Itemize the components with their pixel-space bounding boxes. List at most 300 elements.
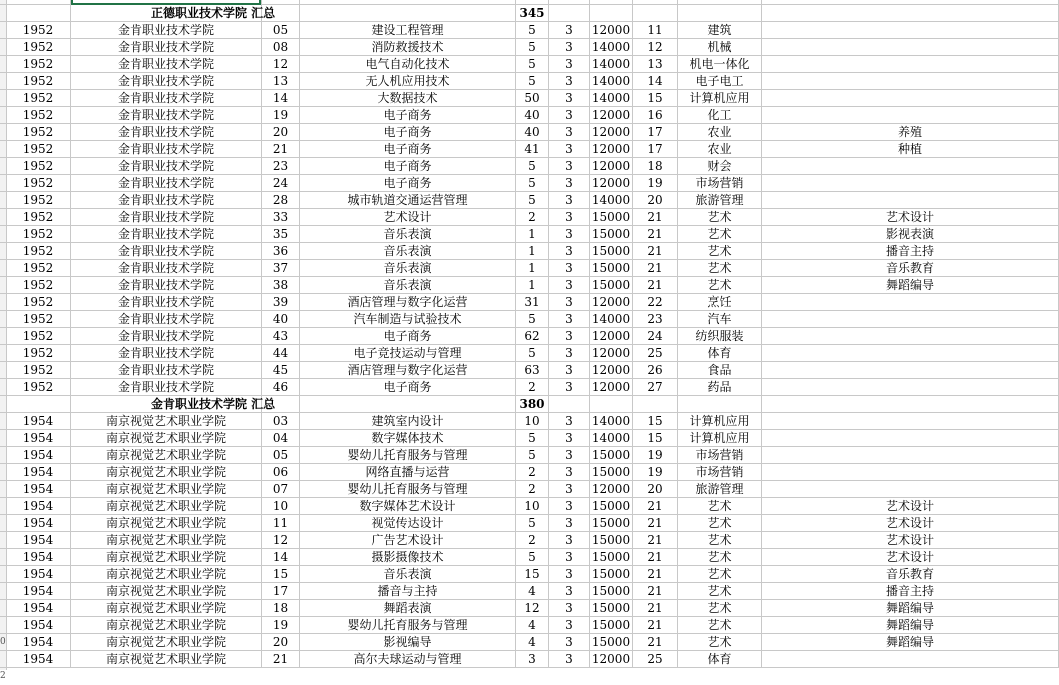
category-code-cell[interactable]: 22 <box>633 294 678 310</box>
school-cell[interactable]: 金肯职业技术学院 <box>71 345 262 361</box>
tuition-cell[interactable]: 15000 <box>590 600 633 616</box>
category-code-cell[interactable]: 21 <box>633 549 678 565</box>
school-cell[interactable]: 南京视觉艺术职业学院 <box>71 464 262 480</box>
duration-cell[interactable]: 3 <box>549 209 590 225</box>
tuition-cell[interactable]: 15000 <box>590 277 633 293</box>
school-cell[interactable]: 南京视觉艺术职业学院 <box>71 447 262 463</box>
category-cell[interactable]: 机械 <box>678 39 762 55</box>
tuition-cell[interactable]: 14000 <box>590 56 633 72</box>
plan-count-cell[interactable]: 5 <box>516 73 549 89</box>
major-name-cell[interactable]: 婴幼儿托育服务与管理 <box>300 617 516 633</box>
category-code-cell[interactable]: 21 <box>633 583 678 599</box>
school-cell[interactable]: 金肯职业技术学院 <box>71 73 262 89</box>
duration-cell[interactable]: 3 <box>549 515 590 531</box>
subcategory-cell[interactable]: 艺术设计 <box>762 209 1059 225</box>
tuition-cell[interactable]: 15000 <box>590 260 633 276</box>
major-name-cell[interactable]: 婴幼儿托育服务与管理 <box>300 447 516 463</box>
tuition-cell[interactable]: 14000 <box>590 39 633 55</box>
major-name-cell[interactable]: 酒店管理与数字化运营 <box>300 294 516 310</box>
category-code-cell[interactable]: 26 <box>633 362 678 378</box>
tuition-cell[interactable]: 14000 <box>590 413 633 429</box>
subcategory-cell[interactable] <box>762 90 1059 106</box>
major-name-cell[interactable]: 视觉传达设计 <box>300 515 516 531</box>
year-code-cell[interactable]: 1954 <box>6 430 71 446</box>
table-row[interactable] <box>0 39 1059 56</box>
school-cell[interactable]: 金肯职业技术学院 <box>71 311 262 327</box>
duration-cell[interactable]: 3 <box>549 464 590 480</box>
plan-count-cell[interactable]: 5 <box>516 56 549 72</box>
duration-cell[interactable]: 3 <box>549 447 590 463</box>
table-row[interactable] <box>0 158 1059 175</box>
category-code-cell[interactable]: 27 <box>633 379 678 395</box>
major-code-cell[interactable]: 20 <box>262 124 300 140</box>
table-row[interactable] <box>0 277 1059 294</box>
year-code-cell[interactable]: 1954 <box>6 600 71 616</box>
category-cell[interactable]: 化工 <box>678 107 762 123</box>
school-cell[interactable]: 金肯职业技术学院 <box>71 192 262 208</box>
duration-cell[interactable]: 3 <box>549 192 590 208</box>
tuition-cell[interactable]: 15000 <box>590 532 633 548</box>
category-cell[interactable]: 食品 <box>678 362 762 378</box>
category-code-cell[interactable]: 21 <box>633 243 678 259</box>
major-name-cell[interactable]: 电子商务 <box>300 141 516 157</box>
school-cell[interactable]: 南京视觉艺术职业学院 <box>71 634 262 650</box>
plan-count-cell[interactable]: 5 <box>516 39 549 55</box>
school-cell[interactable]: 金肯职业技术学院 <box>71 175 262 191</box>
subcategory-cell[interactable] <box>762 396 1059 412</box>
subcategory-cell[interactable] <box>762 158 1059 174</box>
category-code-cell[interactable]: 21 <box>633 260 678 276</box>
category-cell[interactable]: 艺术 <box>678 209 762 225</box>
tuition-cell[interactable]: 14000 <box>590 311 633 327</box>
table-row[interactable] <box>0 362 1059 379</box>
tuition-cell[interactable]: 12000 <box>590 175 633 191</box>
tuition-cell[interactable]: 15000 <box>590 498 633 514</box>
school-cell[interactable]: 金肯职业技术学院 <box>71 158 262 174</box>
major-code-cell[interactable]: 12 <box>262 56 300 72</box>
category-cell[interactable]: 计算机应用 <box>678 430 762 446</box>
major-name-cell[interactable]: 电气自动化技术 <box>300 56 516 72</box>
duration-cell[interactable] <box>549 5 590 21</box>
subcategory-cell[interactable]: 影视表演 <box>762 226 1059 242</box>
subcategory-cell[interactable]: 音乐教育 <box>762 260 1059 276</box>
year-code-cell[interactable]: 1952 <box>6 379 71 395</box>
year-code-cell[interactable]: 1954 <box>6 498 71 514</box>
summary-row[interactable] <box>0 396 1059 413</box>
major-name-cell[interactable]: 大数据技术 <box>300 90 516 106</box>
subcategory-cell[interactable]: 舞蹈编导 <box>762 617 1059 633</box>
major-name-cell[interactable]: 广告艺术设计 <box>300 532 516 548</box>
tuition-cell[interactable]: 14000 <box>590 430 633 446</box>
category-cell[interactable]: 体育 <box>678 345 762 361</box>
plan-count-cell[interactable]: 41 <box>516 141 549 157</box>
category-cell[interactable]: 艺术 <box>678 617 762 633</box>
major-code-cell[interactable]: 44 <box>262 345 300 361</box>
table-row[interactable] <box>0 566 1059 583</box>
major-code-cell[interactable]: 10 <box>262 498 300 514</box>
table-row[interactable] <box>0 413 1059 430</box>
subcategory-cell[interactable] <box>762 22 1059 38</box>
school-cell[interactable]: 金肯职业技术学院 <box>71 243 262 259</box>
table-row[interactable] <box>0 294 1059 311</box>
major-name-cell[interactable]: 电子竞技运动与管理 <box>300 345 516 361</box>
subcategory-cell[interactable] <box>762 481 1059 497</box>
plan-count-cell[interactable]: 5 <box>516 311 549 327</box>
duration-cell[interactable]: 3 <box>549 600 590 616</box>
major-name-cell[interactable]: 摄影摄像技术 <box>300 549 516 565</box>
category-cell[interactable]: 艺术 <box>678 600 762 616</box>
plan-count-cell[interactable]: 4 <box>516 634 549 650</box>
duration-cell[interactable]: 3 <box>549 39 590 55</box>
category-cell[interactable]: 机电一体化 <box>678 56 762 72</box>
table-row[interactable] <box>0 464 1059 481</box>
school-cell[interactable]: 金肯职业技术学院 <box>71 328 262 344</box>
year-code-cell[interactable]: 1954 <box>6 617 71 633</box>
table-row[interactable] <box>0 328 1059 345</box>
category-code-cell[interactable]: 20 <box>633 481 678 497</box>
year-code-cell[interactable]: 1954 <box>6 566 71 582</box>
major-code-cell[interactable]: 08 <box>262 39 300 55</box>
school-cell[interactable]: 南京视觉艺术职业学院 <box>71 549 262 565</box>
table-row[interactable] <box>0 175 1059 192</box>
plan-count-cell[interactable]: 5 <box>516 515 549 531</box>
tuition-cell[interactable]: 15000 <box>590 515 633 531</box>
major-code-cell[interactable]: 14 <box>262 90 300 106</box>
plan-count-cell[interactable]: 5 <box>516 345 549 361</box>
category-code-cell[interactable]: 20 <box>633 192 678 208</box>
school-cell[interactable]: 金肯职业技术学院 <box>71 22 262 38</box>
category-cell[interactable]: 艺术 <box>678 549 762 565</box>
school-cell[interactable]: 南京视觉艺术职业学院 <box>71 481 262 497</box>
row-number[interactable]: 0 <box>0 637 6 647</box>
plan-count-cell[interactable]: 10 <box>516 498 549 514</box>
major-name-cell[interactable]: 音乐表演 <box>300 243 516 259</box>
plan-count-cell[interactable]: 5 <box>516 22 549 38</box>
plan-count-cell[interactable]: 345 <box>516 5 549 21</box>
subcategory-cell[interactable] <box>762 39 1059 55</box>
year-code-cell[interactable]: 1952 <box>6 209 71 225</box>
year-code-cell[interactable]: 1952 <box>6 22 71 38</box>
year-code-cell[interactable]: 1954 <box>6 481 71 497</box>
major-code-cell[interactable]: 14 <box>262 549 300 565</box>
category-cell[interactable]: 体育 <box>678 651 762 667</box>
subcategory-cell[interactable] <box>762 464 1059 480</box>
major-code-cell[interactable]: 38 <box>262 277 300 293</box>
plan-count-cell[interactable]: 63 <box>516 362 549 378</box>
subcategory-cell[interactable] <box>762 362 1059 378</box>
plan-count-cell[interactable]: 1 <box>516 277 549 293</box>
tuition-cell[interactable]: 15000 <box>590 566 633 582</box>
school-cell[interactable]: 金肯职业技术学院 <box>71 141 262 157</box>
duration-cell[interactable]: 3 <box>549 124 590 140</box>
duration-cell[interactable]: 3 <box>549 226 590 242</box>
major-code-cell[interactable]: 05 <box>262 22 300 38</box>
subcategory-cell[interactable]: 种植 <box>762 141 1059 157</box>
major-code-cell[interactable]: 06 <box>262 464 300 480</box>
year-code-cell[interactable]: 1954 <box>6 634 71 650</box>
school-cell[interactable]: 金肯职业技术学院 <box>71 362 262 378</box>
subcategory-cell[interactable]: 舞蹈编导 <box>762 600 1059 616</box>
plan-count-cell[interactable]: 10 <box>516 413 549 429</box>
major-name-cell[interactable]: 电子商务 <box>300 379 516 395</box>
category-cell[interactable]: 艺术 <box>678 277 762 293</box>
major-code-cell[interactable]: 23 <box>262 158 300 174</box>
category-code-cell[interactable]: 25 <box>633 345 678 361</box>
category-cell[interactable]: 市场营销 <box>678 175 762 191</box>
year-code-cell[interactable] <box>6 396 71 412</box>
table-row[interactable] <box>0 192 1059 209</box>
table-row[interactable] <box>0 22 1059 39</box>
year-code-cell[interactable]: 1954 <box>6 413 71 429</box>
major-name-cell[interactable]: 城市轨道交通运营管理 <box>300 192 516 208</box>
subcategory-cell[interactable] <box>762 0 1059 4</box>
category-code-cell[interactable]: 24 <box>633 328 678 344</box>
year-code-cell[interactable]: 1952 <box>6 90 71 106</box>
major-code-cell[interactable]: 15 <box>262 566 300 582</box>
subcategory-cell[interactable] <box>762 379 1059 395</box>
category-code-cell[interactable]: 21 <box>633 634 678 650</box>
plan-count-cell[interactable]: 5 <box>516 158 549 174</box>
category-cell[interactable]: 农业 <box>678 124 762 140</box>
subcategory-cell[interactable]: 养殖 <box>762 124 1059 140</box>
plan-count-cell[interactable]: 3 <box>516 651 549 667</box>
school-cell[interactable]: 南京视觉艺术职业学院 <box>71 430 262 446</box>
year-code-cell[interactable]: 1952 <box>6 260 71 276</box>
subcategory-cell[interactable]: 舞蹈编导 <box>762 634 1059 650</box>
duration-cell[interactable]: 3 <box>549 73 590 89</box>
year-code-cell[interactable]: 1954 <box>6 549 71 565</box>
category-cell[interactable]: 艺术 <box>678 226 762 242</box>
category-code-cell[interactable]: 18 <box>633 158 678 174</box>
school-cell[interactable]: 南京视觉艺术职业学院 <box>71 583 262 599</box>
major-name-cell[interactable] <box>300 396 516 412</box>
table-row[interactable] <box>0 600 1059 617</box>
tuition-cell[interactable]: 12000 <box>590 107 633 123</box>
major-code-cell[interactable] <box>262 0 300 4</box>
tuition-cell[interactable]: 12000 <box>590 379 633 395</box>
major-name-cell[interactable]: 播音与主持 <box>300 583 516 599</box>
category-code-cell[interactable]: 14 <box>633 73 678 89</box>
tuition-cell[interactable]: 15000 <box>590 226 633 242</box>
plan-count-cell[interactable]: 4 <box>516 583 549 599</box>
duration-cell[interactable]: 3 <box>549 362 590 378</box>
tuition-cell[interactable]: 12000 <box>590 481 633 497</box>
subcategory-cell[interactable]: 舞蹈编导 <box>762 277 1059 293</box>
table-row[interactable] <box>0 73 1059 90</box>
major-name-cell[interactable]: 婴幼儿托育服务与管理 <box>300 481 516 497</box>
major-code-cell[interactable]: 18 <box>262 600 300 616</box>
major-name-cell[interactable]: 音乐表演 <box>300 277 516 293</box>
category-cell[interactable]: 艺术 <box>678 243 762 259</box>
category-cell[interactable]: 农业 <box>678 141 762 157</box>
table-row[interactable] <box>0 498 1059 515</box>
tuition-cell[interactable] <box>590 0 633 4</box>
year-code-cell[interactable]: 1952 <box>6 107 71 123</box>
category-cell[interactable]: 药品 <box>678 379 762 395</box>
tuition-cell[interactable]: 15000 <box>590 464 633 480</box>
category-code-cell[interactable]: 17 <box>633 124 678 140</box>
school-cell[interactable]: 南京视觉艺术职业学院 <box>71 617 262 633</box>
major-code-cell[interactable]: 36 <box>262 243 300 259</box>
table-row[interactable] <box>0 260 1059 277</box>
year-code-cell[interactable]: 1952 <box>6 192 71 208</box>
tuition-cell[interactable]: 12000 <box>590 158 633 174</box>
major-code-cell[interactable]: 39 <box>262 294 300 310</box>
tuition-cell[interactable]: 12000 <box>590 22 633 38</box>
category-cell[interactable] <box>678 0 762 4</box>
category-cell[interactable]: 市场营销 <box>678 447 762 463</box>
category-code-cell[interactable]: 19 <box>633 175 678 191</box>
tuition-cell[interactable]: 12000 <box>590 124 633 140</box>
year-code-cell[interactable]: 1952 <box>6 56 71 72</box>
year-code-cell[interactable]: 1954 <box>6 464 71 480</box>
major-code-cell[interactable]: 20 <box>262 634 300 650</box>
school-cell[interactable]: 金肯职业技术学院 <box>71 124 262 140</box>
tuition-cell[interactable]: 15000 <box>590 634 633 650</box>
subcategory-cell[interactable] <box>762 73 1059 89</box>
category-cell[interactable] <box>678 5 762 21</box>
major-code-cell[interactable]: 37 <box>262 260 300 276</box>
major-name-cell[interactable]: 舞蹈表演 <box>300 600 516 616</box>
duration-cell[interactable]: 3 <box>549 277 590 293</box>
year-code-cell[interactable]: 1952 <box>6 158 71 174</box>
table-row[interactable] <box>0 243 1059 260</box>
subcategory-cell[interactable]: 艺术设计 <box>762 515 1059 531</box>
plan-count-cell[interactable]: 40 <box>516 124 549 140</box>
category-cell[interactable]: 旅游管理 <box>678 481 762 497</box>
major-name-cell[interactable]: 影视编导 <box>300 634 516 650</box>
plan-count-cell[interactable]: 50 <box>516 90 549 106</box>
year-code-cell[interactable]: 1952 <box>6 124 71 140</box>
plan-count-cell[interactable]: 380 <box>516 396 549 412</box>
school-cell[interactable]: 金肯职业技术学院 <box>71 379 262 395</box>
major-name-cell[interactable]: 电子商务 <box>300 107 516 123</box>
tuition-cell[interactable]: 15000 <box>590 617 633 633</box>
table-row[interactable] <box>0 90 1059 107</box>
category-code-cell[interactable]: 12 <box>633 39 678 55</box>
major-code-cell[interactable]: 04 <box>262 430 300 446</box>
year-code-cell[interactable]: 1952 <box>6 277 71 293</box>
category-code-cell[interactable] <box>633 5 678 21</box>
duration-cell[interactable]: 3 <box>549 311 590 327</box>
table-row[interactable] <box>0 617 1059 634</box>
table-row[interactable] <box>0 56 1059 73</box>
major-name-cell[interactable] <box>300 5 516 21</box>
school-cell[interactable]: 南京视觉艺术职业学院 <box>71 651 262 667</box>
category-code-cell[interactable]: 15 <box>633 430 678 446</box>
category-code-cell[interactable]: 23 <box>633 311 678 327</box>
plan-count-cell[interactable] <box>516 0 549 4</box>
major-code-cell[interactable]: 45 <box>262 362 300 378</box>
duration-cell[interactable]: 3 <box>549 294 590 310</box>
year-code-cell[interactable] <box>6 5 71 21</box>
plan-count-cell[interactable]: 2 <box>516 209 549 225</box>
category-cell[interactable] <box>678 396 762 412</box>
category-cell[interactable]: 艺术 <box>678 515 762 531</box>
table-row[interactable] <box>0 345 1059 362</box>
duration-cell[interactable]: 3 <box>549 532 590 548</box>
subcategory-cell[interactable] <box>762 107 1059 123</box>
duration-cell[interactable]: 3 <box>549 328 590 344</box>
tuition-cell[interactable]: 15000 <box>590 209 633 225</box>
school-cell[interactable]: 南京视觉艺术职业学院 <box>71 600 262 616</box>
plan-count-cell[interactable]: 1 <box>516 243 549 259</box>
major-code-cell[interactable]: 19 <box>262 617 300 633</box>
category-cell[interactable]: 烹饪 <box>678 294 762 310</box>
table-row[interactable] <box>0 107 1059 124</box>
duration-cell[interactable]: 3 <box>549 56 590 72</box>
subcategory-cell[interactable] <box>762 430 1059 446</box>
plan-count-cell[interactable]: 1 <box>516 226 549 242</box>
plan-count-cell[interactable]: 40 <box>516 107 549 123</box>
category-code-cell[interactable]: 17 <box>633 141 678 157</box>
plan-count-cell[interactable]: 5 <box>516 447 549 463</box>
category-cell[interactable]: 市场营销 <box>678 464 762 480</box>
category-cell[interactable]: 电子电工 <box>678 73 762 89</box>
school-cell[interactable]: 南京视觉艺术职业学院 <box>71 413 262 429</box>
table-row[interactable] <box>0 124 1059 141</box>
year-code-cell[interactable]: 1954 <box>6 651 71 667</box>
category-cell[interactable]: 艺术 <box>678 260 762 276</box>
major-name-cell[interactable]: 电子商务 <box>300 158 516 174</box>
major-name-cell[interactable]: 无人机应用技术 <box>300 73 516 89</box>
plan-count-cell[interactable]: 62 <box>516 328 549 344</box>
major-code-cell[interactable]: 03 <box>262 413 300 429</box>
subcategory-cell[interactable] <box>762 447 1059 463</box>
category-cell[interactable]: 财会 <box>678 158 762 174</box>
major-code-cell[interactable] <box>262 5 300 21</box>
duration-cell[interactable]: 3 <box>549 549 590 565</box>
category-code-cell[interactable]: 16 <box>633 107 678 123</box>
category-code-cell[interactable]: 15 <box>633 413 678 429</box>
category-code-cell[interactable]: 21 <box>633 498 678 514</box>
school-cell[interactable]: 金肯职业技术学院 <box>71 39 262 55</box>
tuition-cell[interactable]: 15000 <box>590 583 633 599</box>
major-name-cell[interactable]: 网络直播与运营 <box>300 464 516 480</box>
plan-count-cell[interactable]: 5 <box>516 549 549 565</box>
table-row[interactable] <box>0 209 1059 226</box>
subcategory-cell[interactable] <box>762 175 1059 191</box>
year-code-cell[interactable]: 1952 <box>6 73 71 89</box>
duration-cell[interactable]: 3 <box>549 634 590 650</box>
plan-count-cell[interactable]: 5 <box>516 192 549 208</box>
year-code-cell[interactable]: 1952 <box>6 345 71 361</box>
category-cell[interactable]: 艺术 <box>678 566 762 582</box>
major-name-cell[interactable]: 音乐表演 <box>300 226 516 242</box>
category-code-cell[interactable]: 19 <box>633 447 678 463</box>
major-name-cell[interactable]: 数字媒体艺术设计 <box>300 498 516 514</box>
category-cell[interactable]: 计算机应用 <box>678 413 762 429</box>
table-row[interactable] <box>0 379 1059 396</box>
duration-cell[interactable] <box>549 0 590 4</box>
category-code-cell[interactable]: 21 <box>633 226 678 242</box>
duration-cell[interactable]: 3 <box>549 430 590 446</box>
subcategory-cell[interactable] <box>762 328 1059 344</box>
major-name-cell[interactable]: 消防救援技术 <box>300 39 516 55</box>
tuition-cell[interactable]: 15000 <box>590 243 633 259</box>
duration-cell[interactable]: 3 <box>549 22 590 38</box>
table-row[interactable] <box>0 583 1059 600</box>
year-code-cell[interactable]: 1952 <box>6 243 71 259</box>
major-code-cell[interactable]: 40 <box>262 311 300 327</box>
duration-cell[interactable]: 3 <box>549 141 590 157</box>
subcategory-cell[interactable]: 播音主持 <box>762 583 1059 599</box>
school-cell[interactable]: 金肯职业技术学院 <box>71 56 262 72</box>
table-row[interactable] <box>0 226 1059 243</box>
school-cell[interactable]: 南京视觉艺术职业学院 <box>71 566 262 582</box>
duration-cell[interactable]: 3 <box>549 158 590 174</box>
major-name-cell[interactable] <box>300 0 516 4</box>
